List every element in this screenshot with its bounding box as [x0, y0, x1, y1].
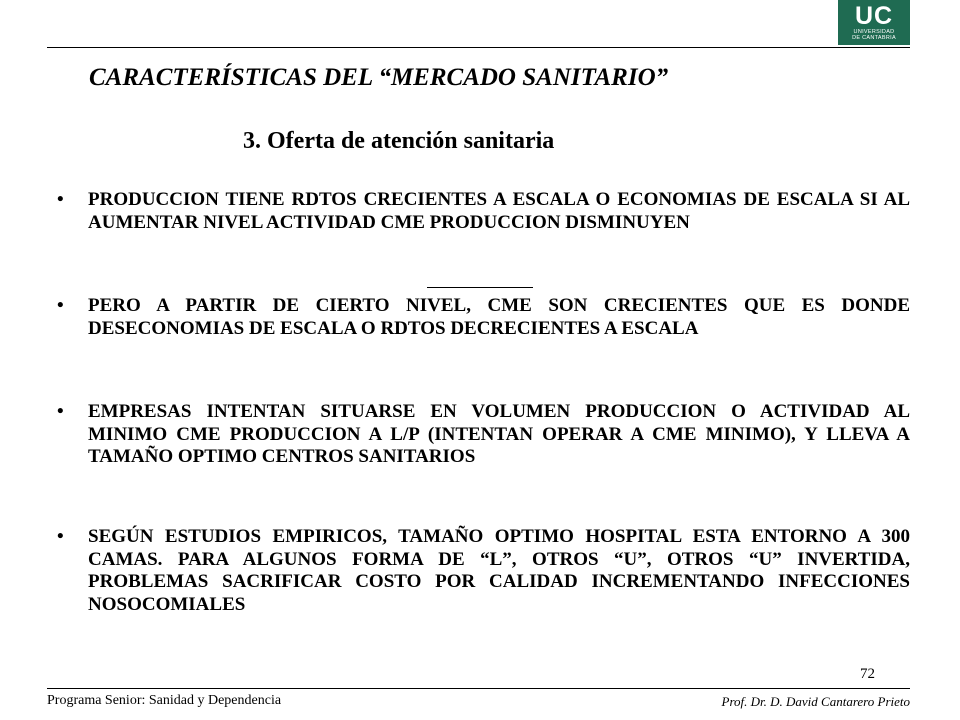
logo-subtext-1: UNIVERSIDAD	[853, 29, 895, 35]
page-number: 72	[860, 666, 875, 682]
footer-author: Prof. Dr. D. David Cantarero Prieto	[721, 694, 910, 709]
footer-divider	[47, 688, 910, 689]
bullet-list	[88, 189, 910, 616]
bullet-item: • EMPRESAS INTENTAN SITUARSE EN VOLUMEN PRODUCCION O ACTIVIDAD AL MINIMO CME PRODUCCION A L/P (INTENTAN OPERAR A CME MINIMO), Y LLEVA A TAMAÑO OPTIMO CENTROS SANITARIOS	[88, 401, 910, 526]
slide-subtitle: 3. Oferta de atención sanitaria	[243, 128, 555, 154]
university-logo	[838, 0, 910, 45]
bullet-item: • SEGÚN ESTUDIOS EMPIRICOS, TAMAÑO OPTIMO HOSPITAL ESTA ENTORNO A 300 CAMAS. PARA ALGUNOS FORMA DE “L”, OTROS “U”, OTROS “U” INVERTIDA, PROBLEMAS SACRIFICAR COSTO POR CALIDAD INCREMENTANDO INFECCIONES NOSOCOMIALES	[88, 526, 910, 616]
slide-title: CARACTERÍSTICAS DEL “MERCADO SANITARIO”	[89, 64, 669, 91]
logo-subtext-2: DE CANTABRIA	[852, 35, 896, 41]
header-divider	[47, 47, 910, 48]
logo-text: UC	[854, 2, 894, 30]
bullet-item: • PERO A PARTIR DE CIERTO NIVEL, CME SON CRECIENTES QUE ES DONDE DESECONOMIAS DE ESCALA O RDTOS DECRECIENTES A ESCALA	[88, 295, 910, 401]
underline-mark	[427, 287, 533, 288]
footer-program: Programa Senior: Sanidad y Dependencia	[47, 693, 282, 708]
bullet-item: • PRODUCCION TIENE RDTOS CRECIENTES A ESCALA O ECONOMIAS DE ESCALA SI AL AUMENTAR NIVEL ACTIVIDAD CME PRODUCCION DISMINUYEN	[88, 189, 910, 295]
